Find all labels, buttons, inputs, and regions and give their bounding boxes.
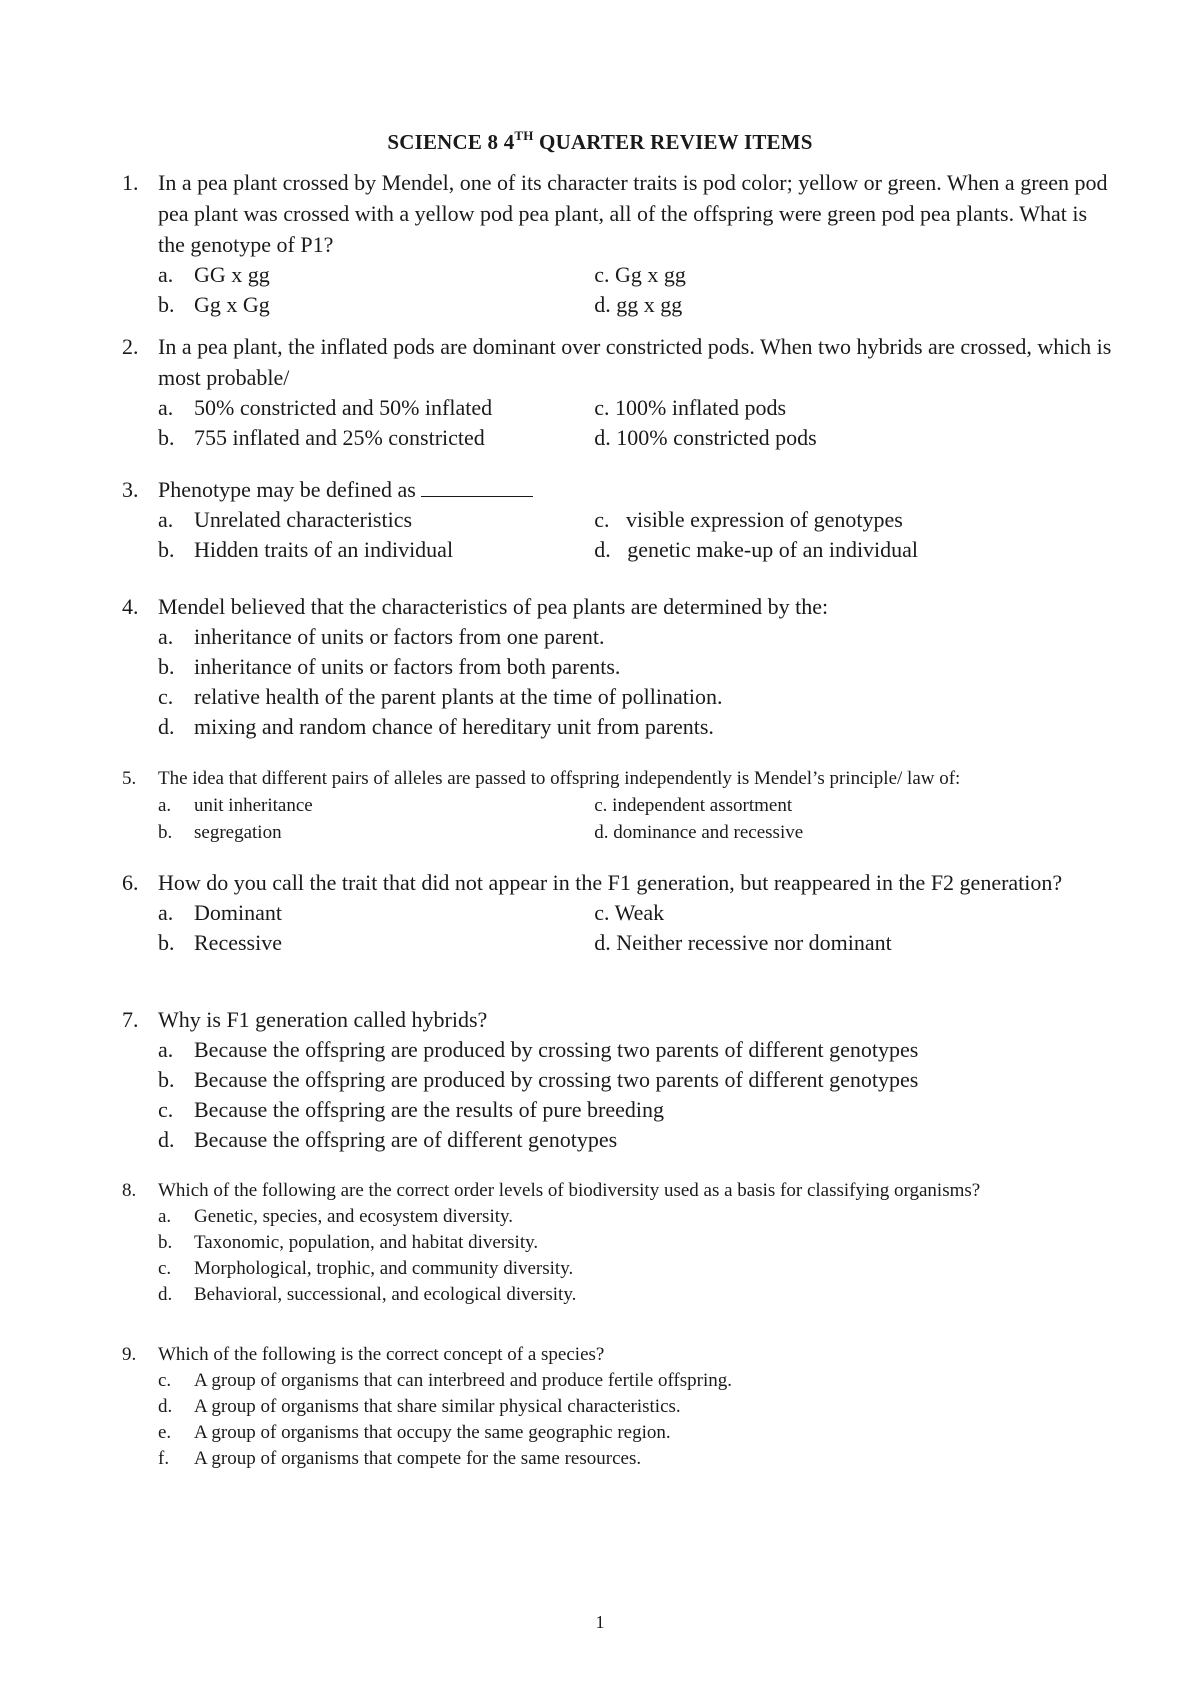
options <box>158 622 1112 742</box>
question-number: 8. <box>122 1180 137 1201</box>
question-number: 3. <box>122 477 139 502</box>
question-9 <box>122 1342 1112 1472</box>
option-a: a. GG x gg <box>158 262 270 287</box>
question-stem: 7. Why is F1 generation called hybrids? <box>122 1004 1112 1035</box>
question-7 <box>122 1004 1112 1155</box>
page-title <box>0 128 1200 155</box>
option-d: d. A group of organisms that share similar physical characteristics. <box>158 1396 681 1417</box>
option-c: c. visible expression of genotypes <box>594 507 903 532</box>
option-c: c. Morphological, trophic, and community diversity. <box>158 1258 574 1279</box>
options <box>158 898 1112 958</box>
question-number: 6. <box>122 870 139 895</box>
option-d: d. 100% constricted pods <box>594 425 817 450</box>
options <box>158 505 1112 565</box>
option-d: d. dominance and recessive <box>594 822 804 843</box>
page-number: 1 <box>595 1612 605 1632</box>
option-c: c. 100% inflated pods <box>594 395 787 420</box>
option-b: b. Taxonomic, population, and habitat diversity. <box>158 1232 539 1253</box>
question-stem: 1. In a pea plant crossed by Mendel, one of its character traits is pod color; yellow or green. When a green pod pea plant was crossed with a yellow pod pea plant, all of the offspring were green pod pea plants. What is the genotype of P1? <box>122 167 1112 260</box>
title-superscript: TH <box>514 128 534 143</box>
option-b: b. Recessive <box>158 930 282 955</box>
option-d: d. genetic make-up of an individual <box>594 537 919 562</box>
option-a: a. unit inheritance <box>158 795 313 816</box>
question-stem: 8. Which of the following are the correct order levels of biodiversity used as a basis for classifying organisms? <box>122 1178 1112 1204</box>
option-f: f. A group of organisms that compete for the same resources. <box>158 1448 642 1469</box>
options <box>158 1035 1112 1155</box>
option-c: c. Because the offspring are the results of pure breeding <box>158 1097 664 1122</box>
option-a: a. Because the offspring are produced by crossing two parents of different genotypes <box>158 1037 919 1062</box>
option-c: c. Gg x gg <box>594 262 686 287</box>
title-rest: QUARTER REVIEW ITEMS <box>533 130 813 154</box>
option-d: d. gg x gg <box>594 292 683 317</box>
question-number: 9. <box>122 1344 137 1365</box>
answer-blank <box>421 478 533 497</box>
question-stem: 4. Mendel believed that the characteristics of pea plants are determined by the: <box>122 591 1112 622</box>
options <box>158 260 1112 320</box>
option-a: a. inheritance of units or factors from one parent. <box>158 624 605 649</box>
options <box>158 1204 1112 1308</box>
option-a: a. Genetic, species, and ecosystem diversity. <box>158 1206 514 1227</box>
question-number: 7. <box>122 1007 139 1032</box>
question-8 <box>122 1178 1112 1308</box>
options <box>158 1368 1112 1472</box>
option-c: c. relative health of the parent plants at the time of pollination. <box>158 684 723 709</box>
option-b: b. segregation <box>158 822 282 843</box>
question-stem: 3. Phenotype may be defined as <box>122 474 1112 505</box>
question-number: 4. <box>122 594 139 619</box>
question-number: 1. <box>122 170 139 195</box>
option-b: b. Hidden traits of an individual <box>158 537 454 562</box>
question-stem: 6. How do you call the trait that did not appear in the F1 generation, but reappeared in the F2 generation? <box>122 867 1112 898</box>
option-d: d. Neither recessive nor dominant <box>594 930 892 955</box>
question-3 <box>122 474 1112 565</box>
question-number: 5. <box>122 768 137 789</box>
option-d: d. Behavioral, successional, and ecological diversity. <box>158 1284 577 1305</box>
option-a: a. Unrelated characteristics <box>158 507 413 532</box>
option-c: c. A group of organisms that can interbreed and produce fertile offspring. <box>158 1370 733 1391</box>
question-5 <box>122 766 1112 846</box>
option-a: a. 50% constricted and 50% inflated <box>158 395 493 420</box>
option-b: b. inheritance of units or factors from both parents. <box>158 654 621 679</box>
option-e: e. A group of organisms that occupy the same geographic region. <box>158 1422 671 1443</box>
option-c: c. independent assortment <box>594 795 793 816</box>
options <box>158 393 1112 453</box>
question-stem: 9. Which of the following is the correct concept of a species? <box>122 1342 1112 1368</box>
question-6 <box>122 867 1112 958</box>
option-b: b. Gg x Gg <box>158 292 270 317</box>
option-b: b. Because the offspring are produced by crossing two parents of different genotypes <box>158 1067 919 1092</box>
option-c: c. Weak <box>594 900 665 925</box>
options <box>158 792 1112 846</box>
question-number: 2. <box>122 334 139 359</box>
question-4 <box>122 591 1112 742</box>
option-d: d. Because the offspring are of different genotypes <box>158 1127 618 1152</box>
option-b: b. 755 inflated and 25% constricted <box>158 425 485 450</box>
question-2 <box>122 331 1112 453</box>
option-d: d. mixing and random chance of hereditary unit from parents. <box>158 714 714 739</box>
option-a: a. Dominant <box>158 900 282 925</box>
question-stem: 5. The idea that different pairs of alleles are passed to offspring independently is Mendel’s principle/ law of: <box>122 766 1112 792</box>
question-1 <box>122 167 1112 320</box>
title-main: SCIENCE 8 4 <box>387 130 515 154</box>
question-stem: 2. In a pea plant, the inflated pods are dominant over constricted pods. When two hybrids are crossed, which is most probable/ <box>122 331 1112 393</box>
